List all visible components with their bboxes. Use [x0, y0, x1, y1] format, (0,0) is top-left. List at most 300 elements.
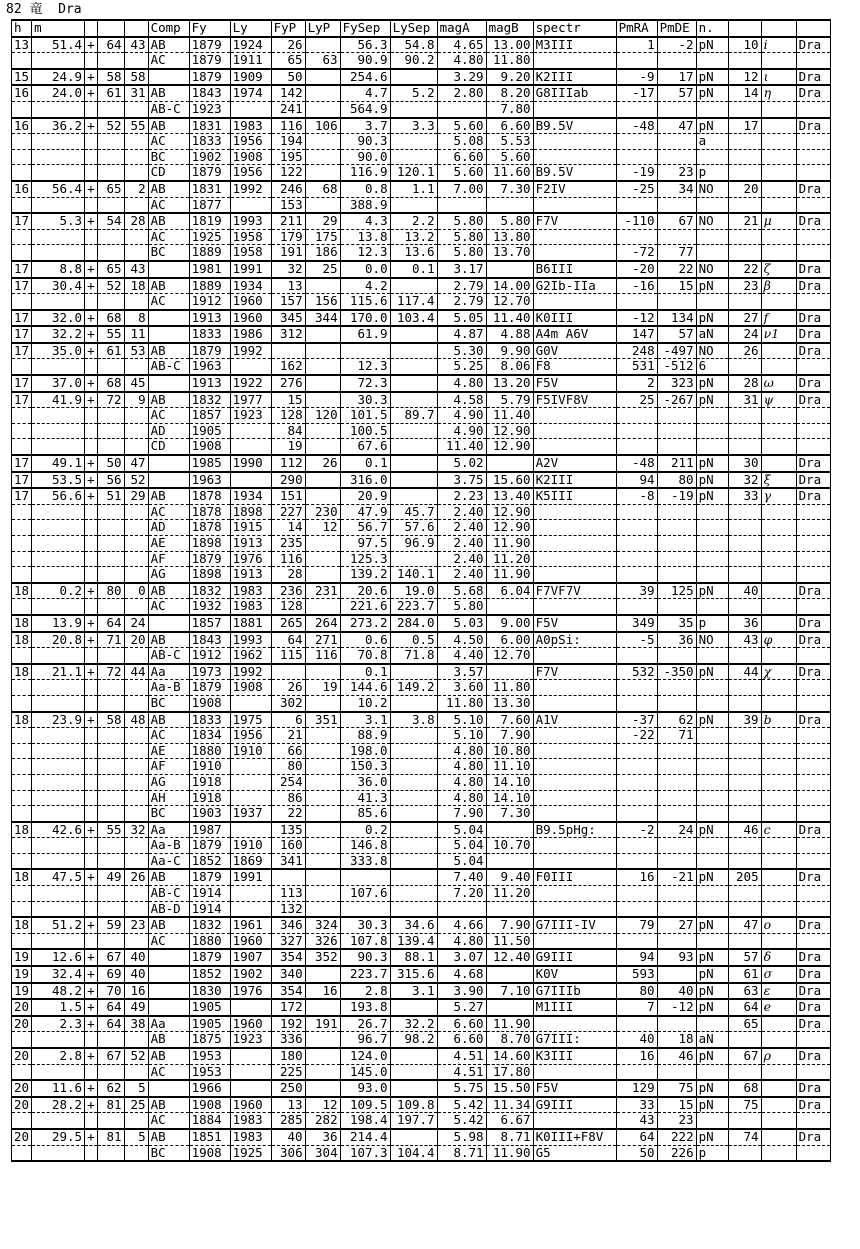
cell-mag-b: 14.10 — [486, 774, 533, 790]
cell-note — [696, 536, 728, 552]
cell-dec-deg: 64 — [97, 1016, 124, 1032]
column-header: Ly — [230, 20, 271, 37]
cell-last-sep — [390, 101, 437, 117]
cell-last-sep: 32.2 — [390, 1016, 437, 1032]
cell-spectral-type: A2V — [533, 455, 616, 472]
table-row — [12, 149, 831, 165]
cell-first-year: 1878 — [189, 504, 230, 520]
cell-dec-min: 16 — [124, 983, 148, 1000]
cell-constellation: Dra — [796, 455, 830, 472]
cell-spectral-type — [533, 728, 616, 744]
cell-dec-sign: + — [85, 583, 98, 599]
cell-spectral-type: F0III — [533, 869, 616, 885]
cell-note — [696, 149, 728, 165]
cell-dec-min: 24 — [124, 615, 148, 632]
cell-flamsteed — [728, 567, 761, 583]
cell-flamsteed — [728, 551, 761, 567]
cell-mag-a: 4.80 — [437, 53, 486, 69]
cell-pm-de — [657, 134, 696, 150]
cell-last-pa — [305, 901, 340, 917]
cell-spectral-type: F7V — [533, 664, 616, 680]
cell-last-sep — [390, 392, 437, 408]
cell-dec-min: 28 — [124, 213, 148, 229]
cell-constellation — [796, 245, 830, 261]
cell-constellation — [796, 149, 830, 165]
cell-bayer — [761, 101, 796, 117]
cell-dec-min — [124, 853, 148, 869]
cell-spectral-type — [533, 680, 616, 696]
cell-mag-a: 4.90 — [437, 408, 486, 424]
cell-pm-de — [657, 966, 696, 983]
cell-mag-b: 9.40 — [486, 869, 533, 885]
cell-dec-deg — [97, 229, 124, 245]
cell-last-sep: 54.8 — [390, 37, 437, 53]
cell-ra-hour — [12, 520, 32, 536]
cell-pm-de: 93 — [657, 949, 696, 966]
cell-first-sep: 3.7 — [340, 118, 390, 134]
cell-note — [696, 101, 728, 117]
cell-mag-a: 4.80 — [437, 759, 486, 775]
cell-last-year: 1974 — [230, 85, 271, 101]
cell-mag-b: 6.67 — [486, 1113, 533, 1129]
cell-last-pa: 326 — [305, 933, 340, 949]
cell-mag-a: 3.57 — [437, 664, 486, 680]
cell-pm-de: 15 — [657, 1097, 696, 1113]
table-row — [12, 53, 831, 69]
cell-first-pa: 340 — [271, 966, 305, 983]
cell-last-year: 1922 — [230, 375, 271, 392]
cell-note: pN — [696, 278, 728, 294]
cell-first-year: 1833 — [189, 712, 230, 728]
cell-last-year — [230, 359, 271, 375]
cell-component: AB — [148, 85, 189, 101]
cell-mag-a: 5.05 — [437, 310, 486, 327]
cell-ra-min — [32, 408, 85, 424]
cell-last-sep — [390, 69, 437, 86]
cell-spectral-type — [533, 599, 616, 615]
cell-component: AG — [148, 774, 189, 790]
cell-constellation: Dra — [796, 583, 830, 599]
cell-component: AB — [148, 392, 189, 408]
cell-first-sep: 109.5 — [340, 1097, 390, 1113]
cell-flamsteed — [728, 536, 761, 552]
cell-component — [148, 966, 189, 983]
cell-mag-a: 5.02 — [437, 455, 486, 472]
cell-ra-hour — [12, 197, 32, 213]
cell-mag-a: 4.68 — [437, 966, 486, 983]
cell-note: pN — [696, 118, 728, 134]
cell-dec-deg — [97, 1145, 124, 1161]
cell-component: CD — [148, 165, 189, 181]
cell-component: AF — [148, 551, 189, 567]
cell-note: pN — [696, 37, 728, 53]
cell-pm-de: 80 — [657, 472, 696, 489]
cell-mag-a: 4.51 — [437, 1048, 486, 1064]
cell-dec-min — [124, 165, 148, 181]
cell-first-pa: 160 — [271, 838, 305, 854]
table-row — [12, 278, 831, 294]
cell-ra-min — [32, 504, 85, 520]
cell-dec-sign — [85, 1032, 98, 1048]
cell-mag-b: 9.20 — [486, 69, 533, 86]
cell-first-pa: 40 — [271, 1129, 305, 1145]
cell-dec-deg — [97, 101, 124, 117]
cell-note — [696, 743, 728, 759]
table-row — [12, 1129, 831, 1145]
cell-first-pa: 128 — [271, 599, 305, 615]
cell-ra-hour: 19 — [12, 949, 32, 966]
table-row — [12, 774, 831, 790]
cell-mag-b — [486, 455, 533, 472]
cell-pm-de — [657, 759, 696, 775]
cell-first-pa: 341 — [271, 853, 305, 869]
cell-spectral-type — [533, 695, 616, 711]
cell-spectral-type — [533, 504, 616, 520]
cell-mag-b: 12.70 — [486, 294, 533, 310]
cell-first-pa: 306 — [271, 1145, 305, 1161]
cell-pm-ra — [616, 853, 657, 869]
cell-note — [696, 853, 728, 869]
cell-bayer — [761, 455, 796, 472]
cell-ra-hour: 20 — [12, 999, 32, 1016]
cell-note: NO — [696, 261, 728, 278]
cell-spectral-type — [533, 774, 616, 790]
cell-last-pa: 352 — [305, 949, 340, 966]
cell-mag-a: 4.87 — [437, 326, 486, 343]
cell-ra-min: 23.9 — [32, 712, 85, 728]
cell-note — [696, 1016, 728, 1032]
cell-spectral-type — [533, 408, 616, 424]
cell-ra-min — [32, 294, 85, 310]
cell-component — [148, 69, 189, 86]
cell-component: AC — [148, 197, 189, 213]
cell-ra-min — [32, 774, 85, 790]
cell-first-year: 1963 — [189, 472, 230, 489]
cell-first-sep: 125.3 — [340, 551, 390, 567]
cell-constellation — [796, 423, 830, 439]
cell-flamsteed — [728, 901, 761, 917]
cell-dec-deg — [97, 901, 124, 917]
table-row — [12, 583, 831, 599]
cell-last-sep — [390, 774, 437, 790]
cell-first-sep: 20.9 — [340, 488, 390, 504]
cell-mag-a: 7.20 — [437, 886, 486, 902]
cell-last-pa: 271 — [305, 632, 340, 648]
cell-flamsteed: 20 — [728, 181, 761, 197]
cell-dec-min: 44 — [124, 664, 148, 680]
cell-dec-deg: 59 — [97, 917, 124, 933]
cell-mag-a: 3.17 — [437, 261, 486, 278]
cell-pm-ra — [616, 149, 657, 165]
cell-last-sep — [390, 759, 437, 775]
cell-last-sep: 13.2 — [390, 229, 437, 245]
cell-first-pa: 235 — [271, 536, 305, 552]
cell-dec-sign: + — [85, 1097, 98, 1113]
cell-first-sep: 254.6 — [340, 69, 390, 86]
cell-last-pa: 282 — [305, 1113, 340, 1129]
cell-component: AB-C — [148, 886, 189, 902]
cell-first-sep: 0.8 — [340, 181, 390, 197]
cell-last-year: 1923 — [230, 1032, 271, 1048]
cell-ra-min — [32, 101, 85, 117]
cell-ra-min — [32, 901, 85, 917]
cell-flamsteed — [728, 838, 761, 854]
cell-component: AD — [148, 423, 189, 439]
cell-mag-a: 7.90 — [437, 806, 486, 822]
cell-ra-min: 56.4 — [32, 181, 85, 197]
cell-ra-hour: 18 — [12, 615, 32, 632]
cell-dec-sign: + — [85, 1016, 98, 1032]
column-header: FySep — [340, 20, 390, 37]
cell-mag-a: 2.80 — [437, 85, 486, 101]
cell-constellation: Dra — [796, 632, 830, 648]
cell-dec-deg: 65 — [97, 181, 124, 197]
cell-mag-a: 5.10 — [437, 712, 486, 728]
cell-bayer: σ — [761, 966, 796, 983]
cell-ra-min — [32, 886, 85, 902]
cell-last-pa: 12 — [305, 520, 340, 536]
cell-ra-min — [32, 853, 85, 869]
cell-mag-a: 2.23 — [437, 488, 486, 504]
cell-pm-ra — [616, 648, 657, 664]
cell-bayer: γ — [761, 488, 796, 504]
cell-last-pa: 106 — [305, 118, 340, 134]
cell-mag-b: 12.40 — [486, 949, 533, 966]
cell-pm-ra — [616, 408, 657, 424]
cell-dec-deg: 51 — [97, 488, 124, 504]
cell-component: AC — [148, 933, 189, 949]
cell-last-year: 1960 — [230, 310, 271, 327]
cell-dec-min: 23 — [124, 917, 148, 933]
cell-bayer — [761, 933, 796, 949]
cell-constellation: Dra — [796, 310, 830, 327]
cell-pm-ra: -22 — [616, 728, 657, 744]
cell-dec-min: 20 — [124, 632, 148, 648]
cell-first-pa: 128 — [271, 408, 305, 424]
cell-last-pa — [305, 743, 340, 759]
cell-first-pa: 135 — [271, 822, 305, 838]
cell-flamsteed: 31 — [728, 392, 761, 408]
cell-pm-de: 57 — [657, 326, 696, 343]
cell-last-pa — [305, 695, 340, 711]
cell-last-year: 1983 — [230, 1113, 271, 1129]
cell-note: pN — [696, 1129, 728, 1145]
cell-constellation — [796, 53, 830, 69]
cell-note: pN — [696, 917, 728, 933]
cell-last-pa: 29 — [305, 213, 340, 229]
cell-bayer — [761, 245, 796, 261]
cell-pm-ra: 349 — [616, 615, 657, 632]
cell-mag-a: 5.03 — [437, 615, 486, 632]
cell-ra-hour — [12, 408, 32, 424]
cell-mag-a: 4.80 — [437, 933, 486, 949]
cell-last-pa — [305, 536, 340, 552]
cell-spectral-type — [533, 294, 616, 310]
cell-dec-deg — [97, 53, 124, 69]
cell-first-sep: 56.3 — [340, 37, 390, 53]
cell-mag-a: 5.30 — [437, 343, 486, 359]
cell-last-pa: 351 — [305, 712, 340, 728]
cell-last-year — [230, 695, 271, 711]
cell-last-pa — [305, 759, 340, 775]
cell-first-year: 1953 — [189, 1048, 230, 1064]
cell-spectral-type — [533, 1113, 616, 1129]
cell-first-year: 1987 — [189, 822, 230, 838]
cell-first-year: 1913 — [189, 310, 230, 327]
cell-last-sep: 3.8 — [390, 712, 437, 728]
cell-spectral-type: G7III-IV — [533, 917, 616, 933]
table-row — [12, 1016, 831, 1032]
cell-mag-a: 5.04 — [437, 822, 486, 838]
cell-pm-de — [657, 695, 696, 711]
cell-dec-min: 26 — [124, 869, 148, 885]
cell-dec-min: 32 — [124, 822, 148, 838]
cell-note: aN — [696, 1032, 728, 1048]
cell-first-sep: 72.3 — [340, 375, 390, 392]
cell-ra-min — [32, 1113, 85, 1129]
cell-component: AB — [148, 1129, 189, 1145]
cell-dec-sign — [85, 1145, 98, 1161]
cell-bayer — [761, 439, 796, 455]
cell-first-pa: 26 — [271, 37, 305, 53]
cell-ra-min — [32, 53, 85, 69]
cell-ra-hour: 16 — [12, 85, 32, 101]
cell-ra-min: 2.8 — [32, 1048, 85, 1064]
cell-last-sep: 197.7 — [390, 1113, 437, 1129]
cell-dec-sign: + — [85, 37, 98, 53]
cell-pm-ra: 1 — [616, 37, 657, 53]
cell-dec-min: 48 — [124, 712, 148, 728]
cell-first-pa: 65 — [271, 53, 305, 69]
cell-last-pa — [305, 375, 340, 392]
cell-last-pa — [305, 664, 340, 680]
cell-pm-de: -2 — [657, 37, 696, 53]
cell-pm-ra: -16 — [616, 278, 657, 294]
cell-ra-min — [32, 933, 85, 949]
table-row — [12, 229, 831, 245]
cell-note: NO — [696, 632, 728, 648]
cell-ra-min — [32, 197, 85, 213]
column-header: FyP — [271, 20, 305, 37]
cell-flamsteed — [728, 933, 761, 949]
cell-ra-min: 36.2 — [32, 118, 85, 134]
cell-last-year: 1993 — [230, 213, 271, 229]
cell-dec-deg: 52 — [97, 118, 124, 134]
cell-ra-hour: 20 — [12, 1129, 32, 1145]
cell-ra-min: 29.5 — [32, 1129, 85, 1145]
cell-last-sep — [390, 375, 437, 392]
cell-dec-sign: + — [85, 69, 98, 86]
cell-last-year: 1898 — [230, 504, 271, 520]
cell-component: AB — [148, 917, 189, 933]
cell-component: AC — [148, 53, 189, 69]
cell-pm-de: 57 — [657, 85, 696, 101]
column-header: n. — [696, 20, 728, 37]
table-row — [12, 343, 831, 359]
cell-ra-min: 53.5 — [32, 472, 85, 489]
cell-flamsteed: 64 — [728, 999, 761, 1016]
cell-first-year: 1833 — [189, 326, 230, 343]
table-row — [12, 375, 831, 392]
cell-spectral-type: A4m A6V — [533, 326, 616, 343]
cell-last-pa: 26 — [305, 455, 340, 472]
cell-first-pa: 345 — [271, 310, 305, 327]
cell-component: AG — [148, 567, 189, 583]
cell-mag-a: 5.98 — [437, 1129, 486, 1145]
cell-last-sep: 0.1 — [390, 261, 437, 278]
cell-dec-min: 38 — [124, 1016, 148, 1032]
cell-dec-sign: + — [85, 455, 98, 472]
cell-mag-b: 11.90 — [486, 1016, 533, 1032]
cell-last-sep: 34.6 — [390, 917, 437, 933]
cell-pm-de: 22 — [657, 261, 696, 278]
cell-last-sep — [390, 197, 437, 213]
cell-flamsteed — [728, 149, 761, 165]
cell-mag-b: 11.90 — [486, 1145, 533, 1161]
cell-dec-deg — [97, 408, 124, 424]
cell-dec-sign — [85, 759, 98, 775]
cell-first-pa: 64 — [271, 632, 305, 648]
cell-component — [148, 1080, 189, 1097]
cell-dec-sign: + — [85, 85, 98, 101]
cell-first-year: 1973 — [189, 664, 230, 680]
cell-component — [148, 615, 189, 632]
cell-first-sep: 388.9 — [340, 197, 390, 213]
cell-bayer — [761, 520, 796, 536]
cell-dec-deg — [97, 294, 124, 310]
cell-spectral-type — [533, 520, 616, 536]
cell-constellation: Dra — [796, 118, 830, 134]
cell-flamsteed — [728, 101, 761, 117]
cell-pm-ra — [616, 567, 657, 583]
cell-spectral-type: F2IV — [533, 181, 616, 197]
cell-dec-sign — [85, 1113, 98, 1129]
cell-pm-de — [657, 551, 696, 567]
cell-last-year: 1991 — [230, 869, 271, 885]
cell-last-sep — [390, 1129, 437, 1145]
cell-ra-hour: 20 — [12, 1048, 32, 1064]
cell-first-sep: 124.0 — [340, 1048, 390, 1064]
cell-component: AC — [148, 1064, 189, 1080]
cell-spectral-type — [533, 853, 616, 869]
cell-dec-sign — [85, 743, 98, 759]
cell-constellation — [796, 567, 830, 583]
cell-last-pa — [305, 869, 340, 885]
cell-first-pa: 32 — [271, 261, 305, 278]
cell-dec-deg: 64 — [97, 615, 124, 632]
table-row — [12, 408, 831, 424]
table-row — [12, 134, 831, 150]
cell-ra-hour — [12, 728, 32, 744]
cell-dec-deg — [97, 599, 124, 615]
cell-component: Aa-B — [148, 680, 189, 696]
cell-flamsteed — [728, 245, 761, 261]
cell-constellation — [796, 408, 830, 424]
cell-pm-ra — [616, 838, 657, 854]
cell-spectral-type — [533, 423, 616, 439]
cell-first-year: 1908 — [189, 439, 230, 455]
cell-first-sep: 26.7 — [340, 1016, 390, 1032]
cell-pm-ra — [616, 536, 657, 552]
cell-ra-hour — [12, 536, 32, 552]
cell-constellation — [796, 504, 830, 520]
cell-note: pN — [696, 712, 728, 728]
cell-ra-min: 49.1 — [32, 455, 85, 472]
cell-dec-deg: 55 — [97, 326, 124, 343]
cell-dec-deg — [97, 1064, 124, 1080]
cell-ra-hour — [12, 294, 32, 310]
cell-last-sep: 117.4 — [390, 294, 437, 310]
